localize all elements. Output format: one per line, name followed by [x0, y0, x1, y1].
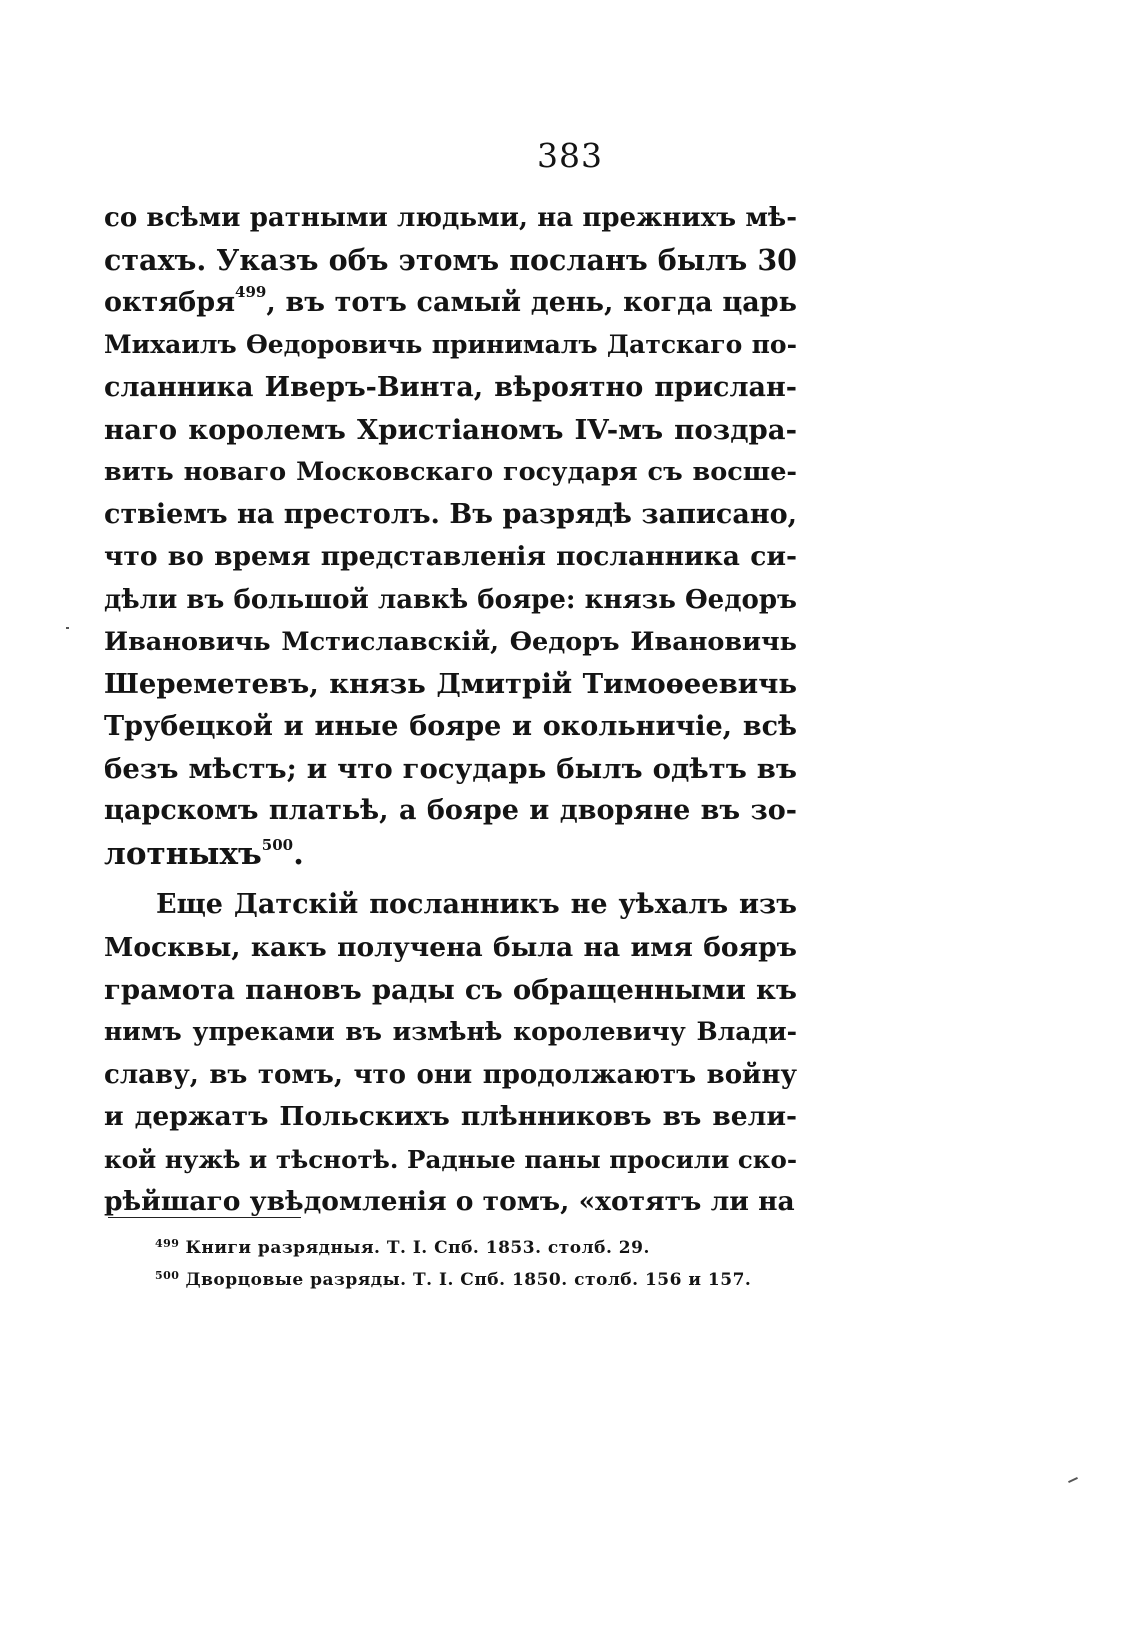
- line-text: .: [293, 835, 304, 872]
- paragraph-gap: [104, 875, 797, 884]
- text-line: Москвы, какъ получена была на имя бояръ: [104, 931, 797, 963]
- text-line: наго королемъ Христіаномъ IV-мъ поздра-: [104, 413, 797, 446]
- text-line: Михаилъ Ѳедоровичь принималъ Датскаго по-: [104, 330, 797, 360]
- text-line: безъ мѣстъ; и что государь былъ одѣтъ въ: [104, 753, 797, 786]
- text-line: ствіемъ на престолъ. Въ разрядѣ записано,: [104, 498, 797, 530]
- page-number: 383: [537, 136, 603, 175]
- text-line: сланника Иверъ-Винта, вѣроятно прислан-: [104, 371, 797, 403]
- text-line: со всѣми ратными людьми, на прежнихъ мѣ-: [104, 203, 797, 233]
- footnote: [155, 1262, 751, 1294]
- text-line: славу, въ томъ, что они продолжаютъ войну: [104, 1059, 797, 1090]
- text-line: Шереметевъ, князь Дмитрій Тимоѳеевичь: [104, 668, 797, 701]
- text-line: стахъ. Указъ объ этомъ посланъ былъ 30: [104, 243, 797, 278]
- margin-mark: [1068, 1477, 1078, 1483]
- footnote-number: 500: [155, 1269, 180, 1282]
- body-text: [104, 197, 797, 1223]
- paragraph: [104, 884, 797, 1223]
- footnote-text: Дворцовые разряды. Т. I. Спб. 1850. столб. 156 и 157.: [185, 1270, 752, 1290]
- footnote-text: Книги разрядныя. Т. I. Спб. 1853. столб. 29.: [185, 1238, 650, 1258]
- line-text: октября: [104, 286, 236, 318]
- text-line: рѣйшаго увѣдомленія о томъ, «хотятъ ли на: [104, 1185, 795, 1217]
- footnote-divider: [108, 1217, 301, 1218]
- text-line: Трубецкой и иные бояре и окольничіе, всѣ: [104, 710, 797, 742]
- line-text: лотныхъ: [104, 835, 262, 872]
- text-line: грамота пановъ рады съ обращенными къ: [104, 974, 797, 1007]
- footnote-reference[interactable]: 500: [261, 835, 294, 854]
- text-line: царскомъ платьѣ, а бояре и дворяне въ зо-: [104, 795, 797, 827]
- text-line: кой нужѣ и тѣснотѣ. Радные паны просили ско-: [104, 1144, 797, 1174]
- footnote-number: 499: [155, 1237, 180, 1250]
- text-line: нимъ упреками въ измѣнѣ королевичу Влади-: [104, 1017, 797, 1047]
- footnote: [155, 1230, 751, 1262]
- footnotes: [155, 1230, 751, 1294]
- text-line: что во время представленія посланника си-: [104, 541, 797, 573]
- text-line: и держатъ Польскихъ плѣнниковъ въ вели-: [104, 1101, 797, 1133]
- text-line: дѣли въ большой лавкѣ бояре: князь Ѳедоръ: [104, 584, 797, 615]
- text-line: [104, 833, 797, 875]
- text-line: Ивановичь Мстиславскій, Ѳедоръ Ивановичь: [104, 626, 797, 657]
- margin-mark: [66, 627, 69, 629]
- paragraph: [104, 197, 797, 875]
- line-text: , въ тотъ самый день, когда царь: [266, 286, 797, 318]
- text-line: вить новаго Московскаго государя съ восше-: [104, 457, 797, 488]
- text-line: Еще Датскій посланникъ не уѣхалъ изъ: [156, 889, 797, 921]
- text-line: [104, 282, 797, 324]
- footnote-reference[interactable]: 499: [235, 282, 267, 301]
